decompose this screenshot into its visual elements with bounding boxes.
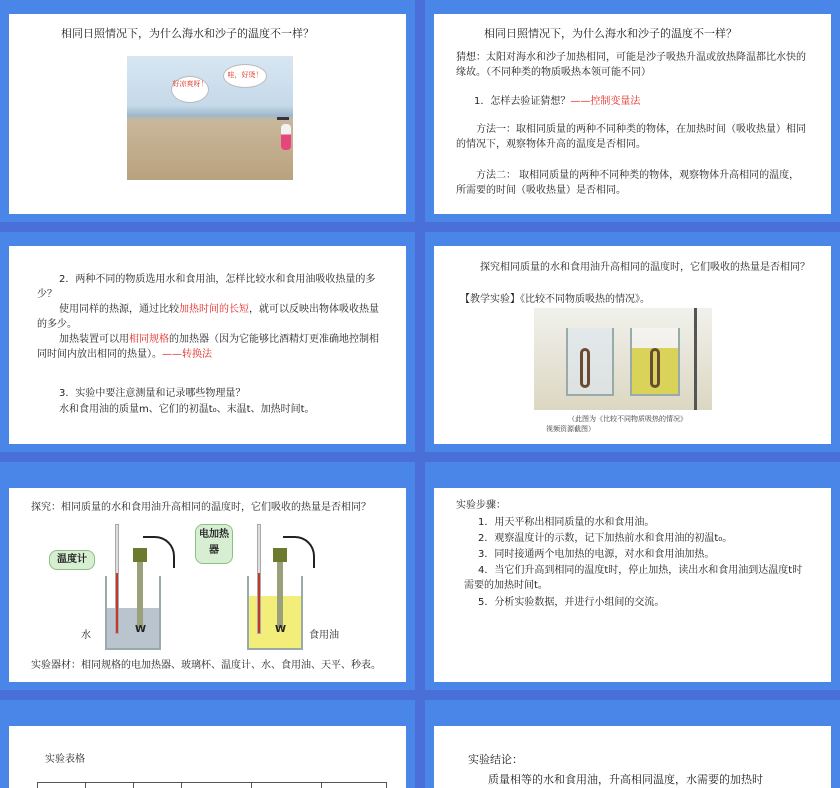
slide-8[interactable] [425,700,840,788]
heater-label: 电加热器 [195,524,233,564]
oil-label: 食用油 [309,630,339,641]
conclusion-title: 实验结论： [468,753,523,766]
heater-rod-right [277,562,283,628]
question-3: 3．实验中要注意测量和记录哪些物理量？ [59,388,246,399]
materials-text: 实验器材：相同规格的电加热器、玻璃杯、温度计、水、食用油、天平、秒表。 [31,660,381,671]
photo-caption-2: 视频资源截图） [546,425,595,433]
question-2: 2．两种不同的物质选用水和食用油，怎样比较水和食用油吸收热量的多少？ [37,274,376,300]
oil-beaker [247,576,303,650]
heater-wire-right [283,536,315,568]
step-2: 2．观察温度计的示数，记下加热前水和食用油的初温t₀。 [478,533,733,544]
beach-photo [127,56,293,180]
experiment-title: 【教学实验】《比较不同物质吸热的情况》。 [460,294,650,305]
answer-3: 水和食用油的质量m、它们的初温t₀、末温t、加热时间t。 [59,404,315,415]
conclusion-text: 质量相等的水和食用油，升高相同温度，水需要的加热时 [488,773,763,786]
steps-title: 实验步骤： [456,500,506,511]
slide-2[interactable] [425,0,840,222]
slide-4[interactable] [425,232,840,452]
table-title: 实验表格 [45,754,85,765]
step-5: 5．分析实验数据，并进行小组间的交流。 [478,597,665,608]
heater-rod-left [137,562,143,628]
slide-5[interactable] [0,462,415,690]
heater-coil-left [580,348,590,388]
method-2: 方法二： 取相同质量的两种不同种类的物体，观察物体升高相同的温度，所需要的时间（吸收热量）是否相同。 [456,170,800,196]
heater-wire-left [143,536,175,568]
paragraph-heater: 加热装置可以用相同规格的加热器（因为它能够比酒精灯更准确地控制相同时间内放出相同的热量）。——转换法 [37,334,379,360]
slide-3[interactable] [0,232,415,452]
slide-1[interactable] [0,0,415,222]
slide-7[interactable] [0,700,415,788]
boat-shape [277,117,289,120]
guess-text: 猜想：太阳对海水和沙子加热相同，可能是沙子吸热升温或放热降温都比水快的缘故。（不同种类的物质吸热本领可能不同） [456,52,806,78]
speech-bubble-cool: 好凉爽呀！ [171,76,209,103]
slide-6[interactable] [425,462,840,690]
slide-title: 相同日照情况下，为什么海水和沙子的温度不一样？ [61,27,314,40]
thermometer-label: 温度计 [49,550,95,570]
water-label: 水 [81,630,91,641]
step-4: 4．当它们升高到相同的温度t时，停止加热，读出水和食用油到达温度t时需要的加热时间t。 [464,565,803,591]
question-1: 1．怎样去验证猜想？——控制变量法 [474,96,641,107]
method-keyword: ——控制变量法 [570,96,641,107]
w-mark-left: W [135,624,147,635]
step-3: 3．同时接通两个电加热的电源，对水和食用油加热。 [478,549,715,560]
speech-bubble-hot: 哇，好烫！ [223,64,267,88]
thermometer-right [257,524,261,634]
water-beaker [105,576,161,650]
experiment-photo [534,308,712,410]
step-1: 1．用天平称出相同质量的水和食用油。 [478,517,655,528]
slide-title: 相同日照情况下，为什么海水和沙子的温度不一样？ [484,27,737,40]
water-beaker [566,328,614,396]
w-mark-right: W [275,624,287,635]
thermometer [115,524,119,634]
intro-text: 探究相同质量的水和食用油升高相同的温度时，它们吸收的热量是否相同？ [480,262,810,273]
method-1: 方法一：取相同质量的两种不同种类的物体，在加热时间（吸收热量）相同的情况下，观察物体升高的温度是否相同。 [456,124,806,150]
experiment-table [37,782,387,788]
child-figure [281,124,291,150]
stand-rod [694,308,697,410]
paragraph-heat-source: 使用同样的热源，通过比较加热时间的长短，就可以反映出物体吸收热量的多少。 [37,304,379,330]
heater-coil-right [650,348,660,388]
question-text: 探究：相同质量的水和食用油升高相同的温度时，它们吸收的热量是否相同？ [31,502,371,513]
photo-caption-1: （此图为《比较不同物质吸热的情况》 [568,415,687,423]
